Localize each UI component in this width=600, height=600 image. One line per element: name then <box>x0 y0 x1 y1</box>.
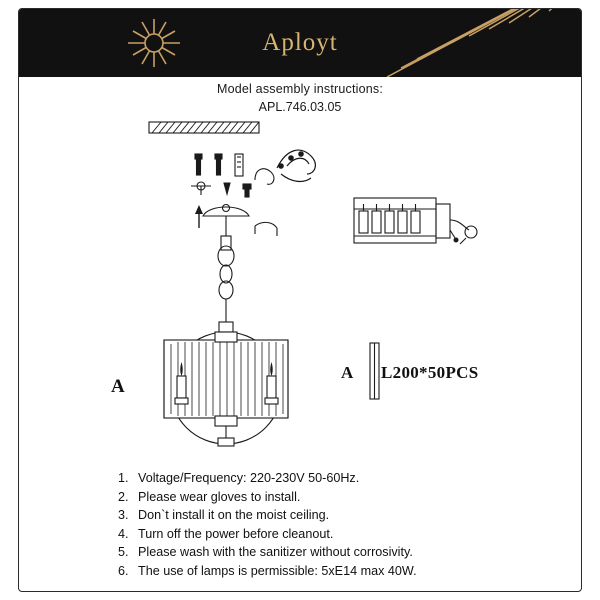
list-item <box>118 544 568 562</box>
note-text: Voltage/Frequency: 220-230V 50-60Hz. <box>138 471 360 485</box>
nut-icon <box>243 184 251 197</box>
note-number: 4. <box>118 526 129 541</box>
note-number: 6. <box>118 563 129 578</box>
note-number: 5. <box>118 545 129 559</box>
model-code: APL.746.03.05 <box>258 100 342 114</box>
list-item <box>118 489 568 507</box>
note-text: Turn off the power before cleanout. <box>138 526 334 541</box>
label-fixture-a: A <box>111 376 125 397</box>
part-spec-label: L200*50PCS <box>381 363 479 382</box>
dowel-icon <box>215 154 222 175</box>
assembly-diagram <box>19 108 581 458</box>
screw-icon <box>195 154 202 175</box>
note-number: 3. <box>118 508 129 522</box>
glass-rod-icon <box>370 343 379 399</box>
arrow-icon <box>195 205 203 228</box>
small-screw-icon <box>224 183 230 194</box>
brand-name: Aployt <box>262 29 338 56</box>
note-text: Don`t install it on the moist ceiling. <box>138 508 330 522</box>
list-item <box>118 470 568 488</box>
list-item <box>118 526 568 544</box>
bracket-icon <box>191 182 211 195</box>
label-part-a: A <box>341 363 354 382</box>
list-item <box>118 563 568 581</box>
terminal-block-icon <box>354 198 477 244</box>
hook-icon <box>255 169 274 185</box>
canopy-icon <box>203 205 249 251</box>
note-text: Please wear gloves to install. <box>138 489 301 504</box>
note-text: The use of lamps is permissible: 5xE14 max 40W. <box>138 563 417 578</box>
list-item <box>118 507 568 525</box>
note-text: Please wash with the sanitizer without corrosivity. <box>138 545 413 559</box>
side-bracket-icon <box>255 222 277 236</box>
note-number: 2. <box>118 489 129 504</box>
brand-header <box>19 9 581 77</box>
wall-plug-icon <box>235 154 243 176</box>
chain-icon <box>218 246 234 332</box>
wire-sketch-icon <box>277 150 315 181</box>
ceiling-template-icon <box>149 122 259 133</box>
page-title: Model assembly instructions: <box>216 82 384 96</box>
note-number: 1. <box>118 471 129 485</box>
assembly-illustration <box>19 108 581 458</box>
notes-list <box>118 470 568 581</box>
